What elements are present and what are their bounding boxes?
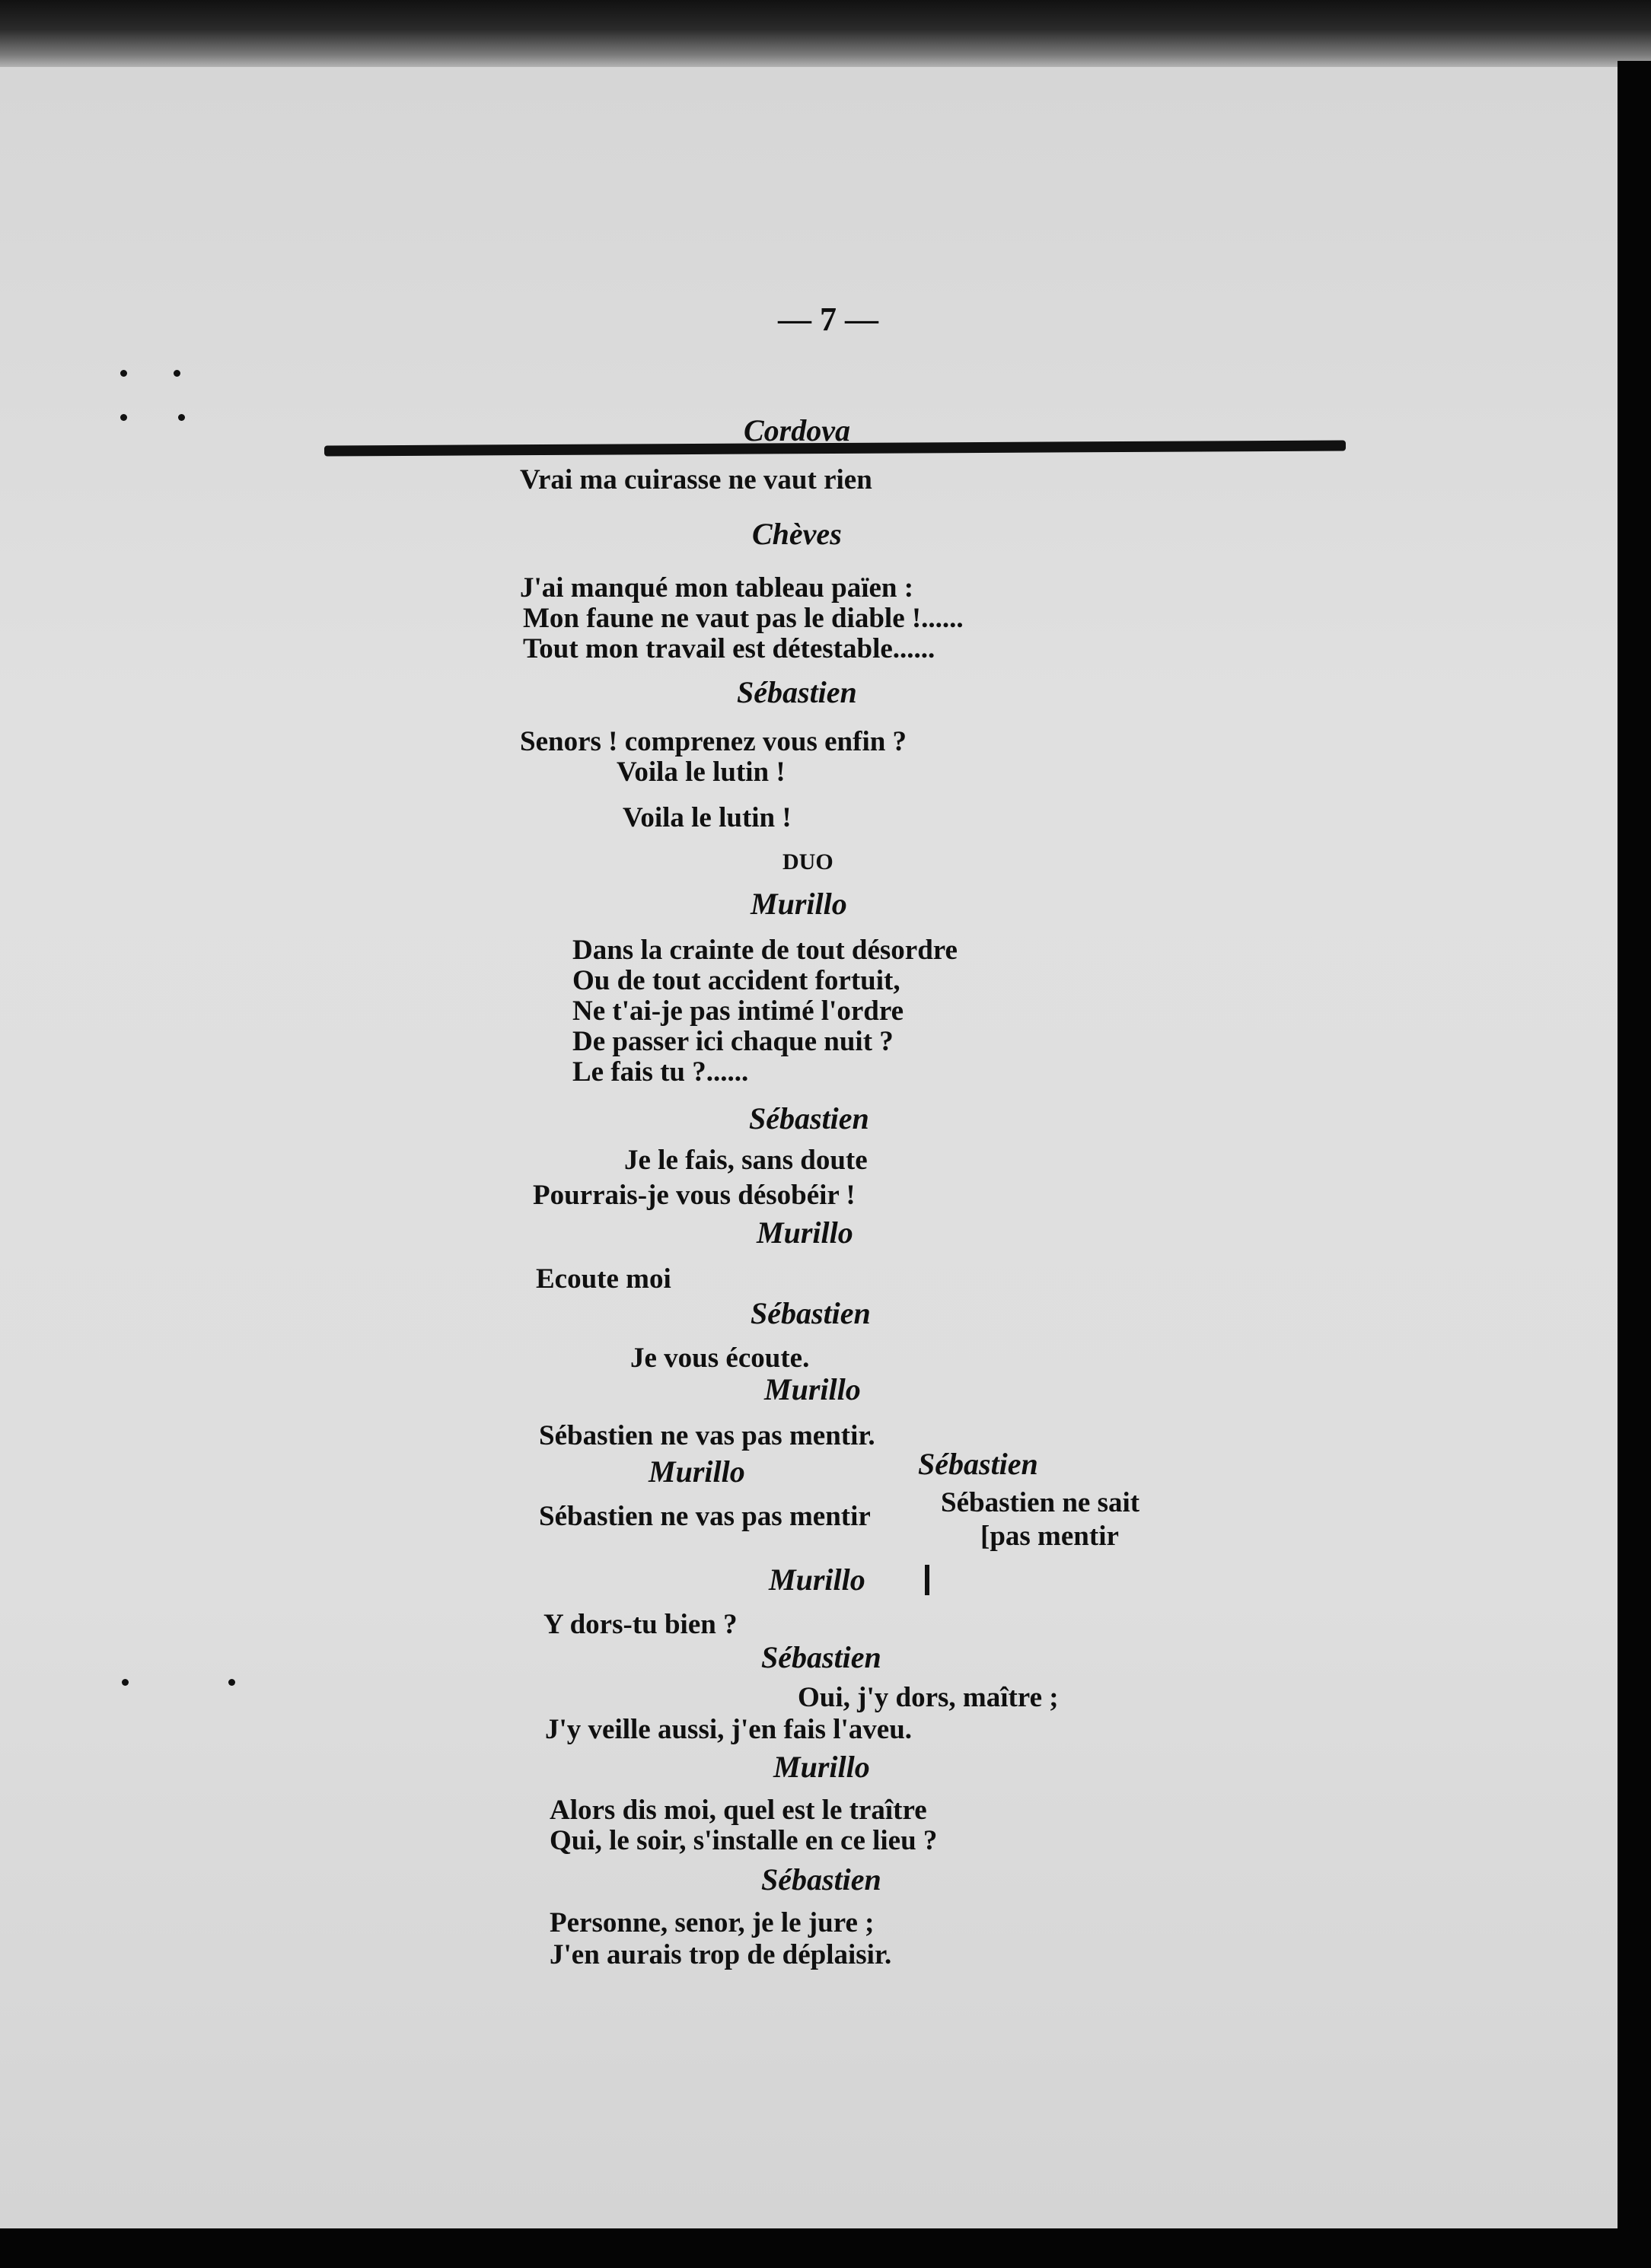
column-divider: [925, 1565, 929, 1595]
verse-line: J'ai manqué mon tableau païen :: [520, 572, 914, 604]
speaker-sebastien: Sébastien: [761, 1640, 881, 1674]
verse-line: Pourrais-je vous désobéir !: [533, 1180, 856, 1211]
scan-speck: [228, 1679, 235, 1686]
verse-line: Sébastien ne sait: [941, 1487, 1140, 1518]
speaker-sebastien: Sébastien: [761, 1862, 881, 1897]
speaker-sebastien: Sébastien: [749, 1101, 869, 1136]
scan-speck: [120, 414, 127, 421]
scan-speck: [178, 414, 185, 421]
speaker-sebastien: Sébastien: [737, 675, 857, 709]
verse-line: Senors ! comprenez vous enfin ?: [520, 726, 907, 757]
scan-bottom-edge: [0, 2230, 1651, 2268]
speaker-sebastien: Sébastien: [751, 1296, 871, 1330]
verse-line: Ne t'ai-je pas intimé l'ordre: [572, 995, 904, 1027]
speaker-murillo: Murillo: [773, 1750, 870, 1784]
verse-line: [pas mentir: [980, 1521, 1119, 1552]
verse-line: J'en aurais trop de déplaisir.: [550, 1939, 892, 1970]
verse-line: Alors dis moi, quel est le traître: [550, 1795, 927, 1826]
verse-line: Sébastien ne vas pas mentir: [539, 1501, 871, 1532]
scan-speck: [174, 370, 180, 377]
verse-line: Qui, le soir, s'installe en ce lieu ?: [550, 1825, 938, 1856]
scan-speck: [122, 1679, 129, 1686]
verse-line: De passer ici chaque nuit ?: [572, 1026, 894, 1057]
speaker-murillo: Murillo: [769, 1562, 865, 1597]
verse-line: Voila le lutin !: [617, 757, 786, 788]
speaker-cordova: Cordova: [744, 413, 850, 448]
duo-heading: DUO: [782, 849, 833, 874]
verse-line: Voila le lutin !: [623, 802, 792, 833]
verse-line: Ou de tout accident fortuit,: [572, 965, 900, 996]
verse-line: Je vous écoute.: [630, 1343, 810, 1374]
verse-line: Mon faune ne vaut pas le diable !......: [523, 603, 964, 634]
speaker-murillo: Murillo: [751, 887, 847, 921]
verse-line: Vrai ma cuirasse ne vaut rien: [520, 464, 872, 495]
verse-line: Personne, senor, je le jure ;: [550, 1907, 875, 1938]
verse-line: Y dors-tu bien ?: [543, 1609, 738, 1640]
verse-line: J'y veille aussi, j'en fais l'aveu.: [545, 1714, 913, 1745]
verse-line: Tout mon travail est détestable......: [523, 633, 935, 664]
book-page: [0, 67, 1620, 2228]
speaker-cheves: Chèves: [752, 517, 842, 551]
verse-line: Oui, j'y dors, maître ;: [798, 1682, 1059, 1713]
verse-line: Sébastien ne vas pas mentir.: [539, 1420, 875, 1451]
scan-speck: [120, 370, 127, 377]
scan-top-edge: [0, 0, 1651, 73]
speaker-sebastien: Sébastien: [918, 1447, 1038, 1481]
verse-line: Je le fais, sans doute: [624, 1145, 868, 1176]
verse-line: Dans la crainte de tout désordre: [572, 935, 958, 966]
scan-right-edge: [1618, 61, 1651, 2238]
speaker-murillo: Murillo: [764, 1372, 861, 1406]
verse-line: Le fais tu ?......: [572, 1056, 749, 1088]
speaker-murillo: Murillo: [757, 1215, 853, 1250]
page-number: — 7 —: [778, 301, 878, 338]
speaker-murillo: Murillo: [649, 1454, 745, 1489]
verse-line: Ecoute moi: [536, 1263, 671, 1295]
